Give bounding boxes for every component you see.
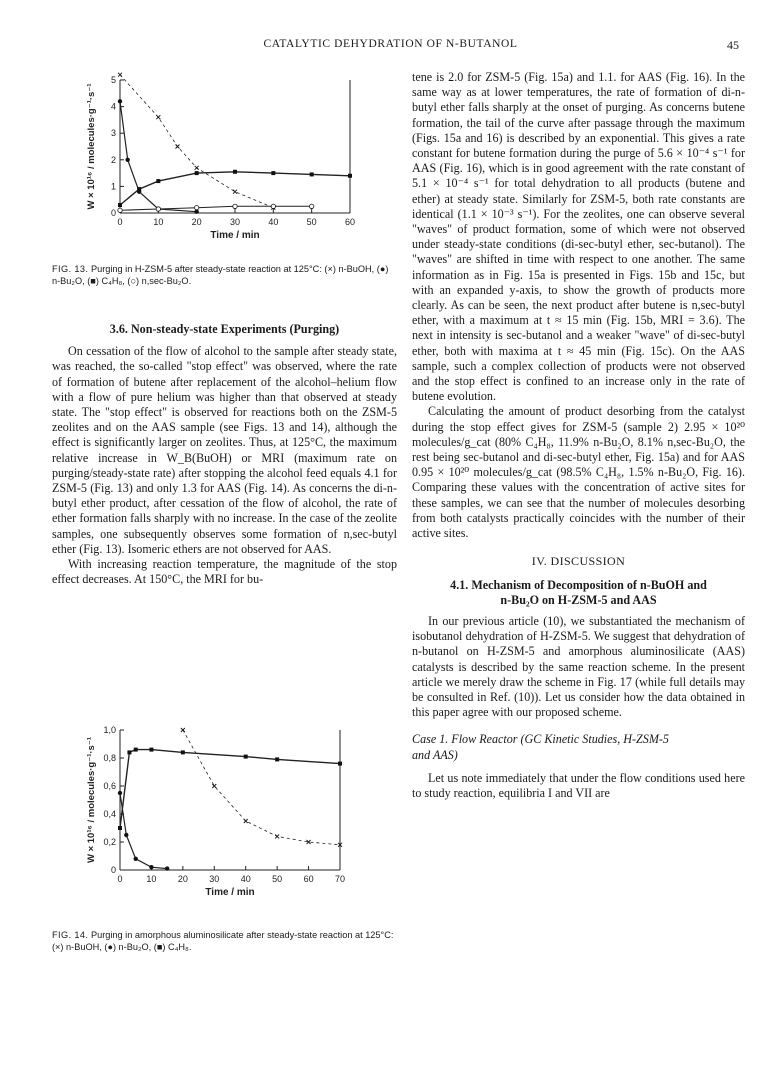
data-point-n-bu2o xyxy=(118,791,122,795)
series-line-c4h8 xyxy=(120,750,340,828)
data-point-c4h8 xyxy=(181,750,185,754)
x-tick-label: 0 xyxy=(117,874,123,884)
data-point-c4h8 xyxy=(156,179,160,183)
subsection-heading-4-1-line1: 4.1. Mechanism of Decomposition of n-BuOH and xyxy=(450,577,707,592)
case-1-heading-line1: Case 1. Flow Reactor (GC Kinetic Studies, H-ZSM-5 xyxy=(412,732,669,747)
figure-14-caption xyxy=(52,930,397,953)
y-tick-label: 2 xyxy=(110,154,116,165)
left-paragraph-1: On cessation of the flow of alcohol to the sample after steady state, was reached, the so-called "stop effect" was observed, where the rate of formation of butene after replacement of the alcohol–helium flow with a flow of pure helium was higher than that observed at steady state. The "stop effect" is observed for reactions both on the ZSM-5 zeolites and on the AAS sample (see Figs. 13 and 14), although the effect is significantly larger on zeolites. Thus, at 125°C, the maximum relative increase in W_B(BuOH) or MRI (maximum rate on purging/steady-state rate) after stopping the alcohol feed equals 4.1 for ZSM-5 (Fig. 13) and only 1.3 for AAS (Fig. 14). As concerns the di-n-butyl ether product, after cessation of the flow of alcohol, the rate of ether formation falls sharply with no increase. In the case of the zeolite samples, one subsequently observes some formation of n,sec-butyl ether (Fig. 13). Isomeric ethers are not observed for AAS. xyxy=(52,344,397,556)
case-1-heading-line2: and AAS) xyxy=(412,747,458,762)
right-paragraph-4: Let us note immediately that under the flow conditions used here to study reaction, equilibria I and VII are xyxy=(412,770,745,800)
data-point-n-buoh xyxy=(233,190,237,194)
figure-13-label: FIG. 13. xyxy=(52,264,89,274)
page-number: 45 xyxy=(727,38,739,52)
x-tick-label: 10 xyxy=(146,874,157,884)
data-point-c4h8 xyxy=(348,174,352,178)
y-axis-label: W × 10¹⁶ / molecules·g⁻¹·s⁻¹ xyxy=(86,736,97,864)
y-tick-label: 0,4 xyxy=(103,809,116,819)
data-point-n-buoh xyxy=(275,834,279,838)
x-tick-label: 20 xyxy=(191,217,202,227)
x-tick-label: 20 xyxy=(177,874,188,884)
x-tick-label: 50 xyxy=(306,217,317,227)
right-column xyxy=(412,70,745,801)
data-point-c4h8 xyxy=(233,170,237,174)
data-point-n-buoh xyxy=(181,728,185,732)
section-heading-3-6: 3.6. Non-steady-state Experiments (Purging) xyxy=(109,322,340,336)
x-tick-label: 40 xyxy=(268,217,279,227)
x-tick-label: 40 xyxy=(240,874,251,884)
x-axis-label: Time / min xyxy=(205,887,255,898)
data-point-n-buoh xyxy=(212,784,216,788)
figure-13-chart xyxy=(85,70,385,275)
data-point-c4h8 xyxy=(338,762,342,766)
data-point-n-buoh xyxy=(176,145,180,149)
right-paragraph-1: tene is 2.0 for ZSM-5 (Fig. 15a) and 1.1. for AAS (Fig. 16). In the same way as at lower temperatures, the rate of formation of di-n-butyl ether falls sharply at the onset of purging. As concerns butene formation, the tail of the curve after passage through the maximum (Figs. 15a and 16) is described by an exponential. This gives a rate constant for butene formation during the purge of 5.6 × 10⁻⁴ s⁻¹ for AAS (Fig. 16), which is in good agreement with the rate constant of 5.1 × 10⁻⁴ s⁻¹ for total dehydration to all products (butene and ether) at steady state. Similarly for ZSM-5, both rate constants are identical (1.1 × 10⁻³ s⁻¹). For the zeolites, one can observe several "waves" of product formation, some of which were not observed under steady-state conditions (di-sec-butyl ether, sec-butanol). The "waves" are shifted in time with respect to one another. The same information as in Fig. 15a is presented in Figs. 15b and 15c, but with an expanded y-axis, to show the growth of products more clearly. As can be seen, the next product after butene is n,sec-butyl ether, with a maximum at t ≈ 15 min (Fig. 15b, MRI = 3.6). The next in intensity is sec-butanol and a weaker "wave" of di-sec-butyl ether, both with maxima at t ≈ 45 min (Fig. 15c). On the AAS sample, such a complex collection of products were not observed and the stop effect is confined to an increase only in the rate of butene evolution. xyxy=(412,70,745,404)
x-tick-label: 30 xyxy=(229,217,241,227)
right-paragraph-2: Calculating the amount of product desorbing from the catalyst during the stop effect gives for ZSM-5 (sample 2) 2.95 × 10²⁰ molecules/g_cat (80% C₄H₈, 11.9% n-Bu₂O, 8.1% n,sec-Bu₂O, the rest being sec-butanol and di-sec-butyl ether, Fig. 15a) and for AAS 0.95 × 10²⁰ molecules/g_cat (98.5% C₄H₈, 1.5% n-Bu₂O, Fig. 16). Comparing these values with the concentration of active sites for these samples, we can see that the number of molecules desorbing from both catalysts practically coincides with the number of their active sites. xyxy=(412,404,745,541)
y-tick-label: 4 xyxy=(110,101,116,112)
series-line-n-sec-bu2o xyxy=(120,206,312,210)
data-point-n-bu2o xyxy=(125,158,129,162)
y-tick-label: 0 xyxy=(110,208,116,218)
data-point-n-sec-bu2o xyxy=(309,204,313,208)
x-tick-label: 0 xyxy=(117,217,123,227)
series-line-n-bu2o xyxy=(120,793,167,869)
figure-14-chart xyxy=(85,722,385,922)
data-point-n-buoh xyxy=(244,819,248,823)
data-point-n-bu2o xyxy=(149,865,153,869)
right-paragraph-3: In our previous article (10), we substantiated the mechanism of isobutanol dehydration of H-ZSM-5. We suggest that dehydration of n-butanol on H-ZSM-5 and amorphous aluminosilicate (AAS) catalysts is described by the same reaction scheme. In the present article we merely draw the scheme in Fig. 17 (while full details may be consulted in Ref. (10)). Let us consider how the data obtained in this paper agree with our proposed scheme. xyxy=(412,613,745,720)
figure-13-caption xyxy=(52,264,397,287)
data-point-n-sec-bu2o xyxy=(271,204,275,208)
x-tick-label: 30 xyxy=(209,874,220,884)
section-heading-discussion: IV. DISCUSSION xyxy=(531,554,626,569)
y-tick-label: 3 xyxy=(110,128,116,139)
x-tick-label: 60 xyxy=(344,217,356,227)
data-point-c4h8 xyxy=(244,755,248,759)
y-axis-label: W × 10¹⁶ / molecules·g⁻¹·s⁻¹ xyxy=(86,83,97,210)
x-axis-label: Time / min xyxy=(210,230,260,241)
data-point-n-sec-bu2o xyxy=(233,204,237,208)
x-tick-label: 50 xyxy=(272,874,283,884)
data-point-n-buoh xyxy=(195,166,199,170)
y-tick-label: 1 xyxy=(110,181,116,192)
subsection-heading-4-1-line2: n-Bu₂O on H-ZSM-5 and AAS xyxy=(500,592,657,607)
data-point-c4h8 xyxy=(271,171,275,175)
data-point-c4h8 xyxy=(127,750,131,754)
data-point-n-bu2o xyxy=(118,99,122,103)
x-tick-label: 60 xyxy=(303,874,314,884)
data-point-c4h8 xyxy=(118,203,122,207)
y-tick-label: 0 xyxy=(110,865,116,875)
series-line-c4h8 xyxy=(120,172,350,205)
data-point-n-buoh xyxy=(118,73,122,77)
y-tick-label: 0,8 xyxy=(103,753,116,763)
x-tick-label: 10 xyxy=(153,217,164,227)
data-point-c4h8 xyxy=(137,187,141,191)
data-point-c4h8 xyxy=(310,172,314,176)
data-point-c4h8 xyxy=(275,757,279,761)
data-point-n-bu2o xyxy=(124,833,128,837)
data-point-c4h8 xyxy=(149,748,153,752)
series-line-n-buoh xyxy=(183,730,340,845)
data-point-c4h8 xyxy=(195,171,199,175)
left-column xyxy=(52,322,397,587)
data-point-n-buoh xyxy=(156,115,160,119)
data-point-c4h8 xyxy=(134,748,138,752)
y-tick-label: 0,6 xyxy=(103,781,116,791)
running-head: CATALYTIC DEHYDRATION OF N-BUTANOL xyxy=(263,38,518,50)
data-point-n-sec-bu2o xyxy=(194,205,198,209)
data-point-n-sec-bu2o xyxy=(156,207,160,211)
x-tick-label: 70 xyxy=(334,874,346,884)
data-point-c4h8 xyxy=(118,826,122,830)
data-point-n-sec-bu2o xyxy=(118,208,122,212)
data-point-n-bu2o xyxy=(165,866,169,870)
figure-14-caption-text: Purging in amorphous aluminosilicate after steady-state reaction at 125°C: (×) n-BuOH, (●) n-Bu₂O, (■) C₄H₈. xyxy=(52,930,394,952)
y-tick-label: 0,2 xyxy=(103,837,116,847)
figure-13-caption-text: Purging in H-ZSM-5 after steady-state reaction at 125°C: (×) n-BuOH, (●) n-Bu₂O, (■) C₄H₈, (○) n,sec-Bu₂O. xyxy=(52,264,389,286)
left-paragraph-2: With increasing reaction temperature, the magnitude of the stop effect decreases. At 150°C, the MRI for bu- xyxy=(52,557,397,587)
y-tick-label: 1,0 xyxy=(103,725,116,735)
data-point-n-bu2o xyxy=(134,857,138,861)
figure-14-label: FIG. 14. xyxy=(52,930,89,940)
y-tick-label: 5 xyxy=(110,75,116,85)
